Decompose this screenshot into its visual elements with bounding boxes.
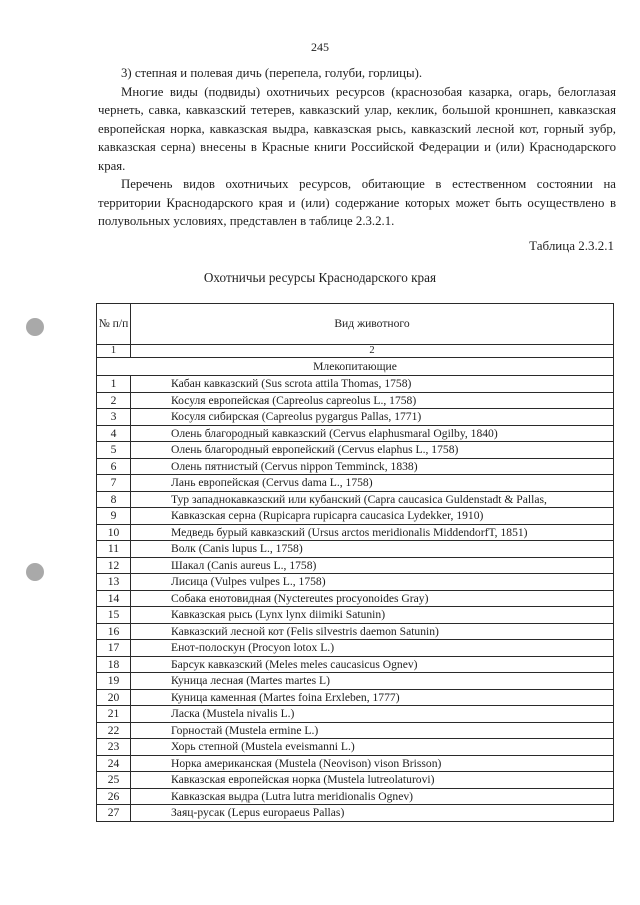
species-name: Тур западнокавказский или кубанский (Capra caucasica Guldenstadt & Pallas, [131,491,614,508]
table-row [97,541,614,558]
table-row [97,788,614,805]
species-name: Кавказская рысь (Lynx lynx diimiki Satunin) [131,607,614,624]
header-species: Вид животного [131,304,614,345]
row-number: 1 [97,376,131,393]
table-row [97,607,614,624]
table-row [97,574,614,591]
species-name: Кавказская серна (Rupicapra rupicapra caucasica Lydekker, 1910) [131,508,614,525]
species-name: Олень благородный европейский (Cervus elaphus L., 1758) [131,442,614,459]
species-name: Косуля европейская (Capreolus capreolus L., 1758) [131,392,614,409]
row-number: 23 [97,739,131,756]
paragraph: 3) степная и полевая дичь (перепела, голуби, горлицы). [121,66,423,80]
species-name: Волк (Canis lupus L., 1758) [131,541,614,558]
row-number: 18 [97,656,131,673]
table-row [97,425,614,442]
species-name: Медведь бурый кавказский (Ursus arctos meridionalis MiddendorfT, 1851) [131,524,614,541]
species-name: Собака енотовидная (Nyctereutes procyonoides Gray) [131,590,614,607]
punch-hole [26,563,44,581]
species-name: Кабан кавказский (Sus scrota attila Thomas, 1758) [131,376,614,393]
species-name: Кавказская европейская норка (Mustela lutreolaturovi) [131,772,614,789]
row-number: 8 [97,491,131,508]
table-row [97,475,614,492]
row-number: 13 [97,574,131,591]
table-row [97,689,614,706]
species-name: Лань европейская (Cervus dama L., 1758) [131,475,614,492]
species-name: Хорь степной (Mustela eveismanni L.) [131,739,614,756]
species-name: Барсук кавказский (Meles meles caucasicus Ognev) [131,656,614,673]
species-name: Лисица (Vulpes vulpes L., 1758) [131,574,614,591]
row-number: 26 [97,788,131,805]
row-number: 19 [97,673,131,690]
table-row [97,722,614,739]
row-number: 11 [97,541,131,558]
species-name: Косуля сибирская (Capreolus pygargus Pallas, 1771) [131,409,614,426]
table-row [97,508,614,525]
table-caption: Охотничьи ресурсы Краснодарского края [203,270,437,285]
species-name: Горностай (Mustela ermine L.) [131,722,614,739]
paragraph: Многие виды (подвиды) охотничьих ресурсов (краснозобая казарка, огарь, белоглазая чернеть, савка, кавказский тетерев, кавказский улар, кеклик, большой кроншнеп, кавказская европейская норка, кавказская выдра, кавказская рысь, кавказский лесной кот, горный зубр, кавказская серна) внесены в Красные книги Российской Федерации и (или) Краснодарского края. [98,84,616,173]
species-name: Енот-полоскун (Procyon lotox L.) [131,640,614,657]
table-header-row [97,304,614,345]
table-reference: Таблица 2.3.2.1 [529,238,614,253]
row-number: 7 [97,475,131,492]
table-row [97,376,614,393]
section-row [97,358,614,376]
species-name: Ласка (Mustela nivalis L.) [131,706,614,723]
species-name: Олень благородный кавказский (Cervus elaphusmaral Ogilby, 1840) [131,425,614,442]
column-index-row [97,345,614,358]
table-row [97,623,614,640]
row-number: 9 [97,508,131,525]
row-number: 14 [97,590,131,607]
table-row [97,805,614,822]
species-name: Кавказская выдра (Lutra lutra meridionalis Ognev) [131,788,614,805]
species-name: Заяц-русак (Lepus europaeus Pallas) [131,805,614,822]
species-name: Олень пятнистый (Cervus nippon Temminck, 1838) [131,458,614,475]
table-row [97,409,614,426]
table-row [97,673,614,690]
table-row [97,706,614,723]
table-row [97,557,614,574]
table-row [97,772,614,789]
body-text [98,64,616,231]
section-title: Млекопитающие [97,358,614,376]
table-row [97,491,614,508]
row-number: 6 [97,458,131,475]
row-number: 3 [97,409,131,426]
row-number: 10 [97,524,131,541]
species-name: Шакал (Canis aureus L., 1758) [131,557,614,574]
row-number: 17 [97,640,131,657]
table-row [97,656,614,673]
table-row [97,458,614,475]
row-number: 12 [97,557,131,574]
species-name: Кавказский лесной кот (Felis silvestris daemon Satunin) [131,623,614,640]
row-number: 21 [97,706,131,723]
column-index: 1 [97,345,131,358]
table-row [97,442,614,459]
row-number: 16 [97,623,131,640]
row-number: 24 [97,755,131,772]
column-index: 2 [131,345,614,358]
row-number: 20 [97,689,131,706]
row-number: 4 [97,425,131,442]
species-name: Куница лесная (Martes martes L) [131,673,614,690]
table-row [97,640,614,657]
row-number: 27 [97,805,131,822]
row-number: 25 [97,772,131,789]
punch-hole [26,318,44,336]
table-row [97,755,614,772]
row-number: 22 [97,722,131,739]
table-row [97,524,614,541]
species-name: Норка американская (Mustela (Neovison) vison Brisson) [131,755,614,772]
row-number: 2 [97,392,131,409]
table-row [97,392,614,409]
header-num: № п/п [97,304,131,345]
row-number: 15 [97,607,131,624]
table-row [97,739,614,756]
species-name: Куница каменная (Martes foina Erxleben, 1777) [131,689,614,706]
row-number: 5 [97,442,131,459]
animals-table [96,303,614,822]
table-row [97,590,614,607]
page-number: 245 [311,40,329,54]
paragraph: Перечень видов охотничьих ресурсов, обитающие в естественном состоянии на территории Краснодарского края и (или) содержание которых может быть осуществлено в полувольных условиях, представлен в таблице 2.3.2.1. [98,177,616,228]
